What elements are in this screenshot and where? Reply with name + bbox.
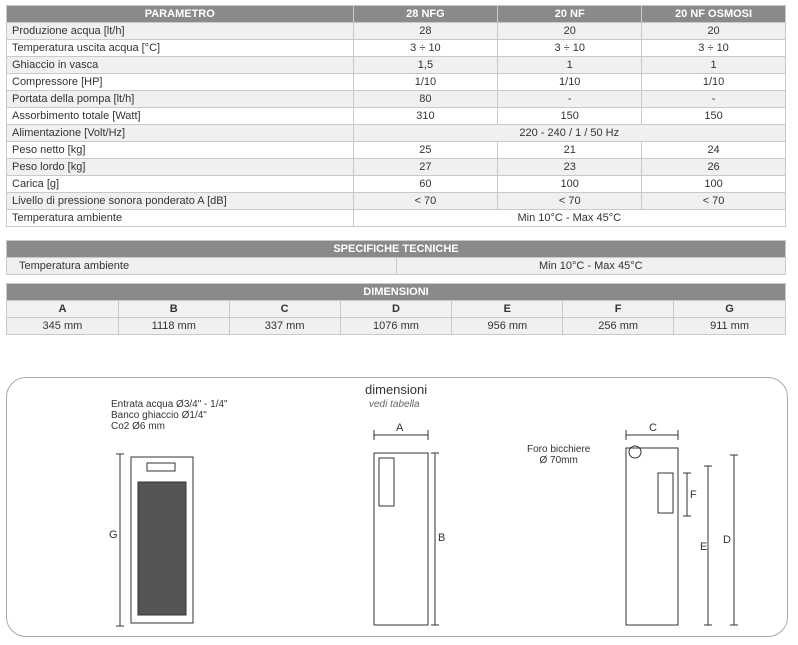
cup-hole-text: Foro bicchiere: [527, 444, 591, 455]
table-row: [7, 57, 786, 74]
cell-value: -: [498, 91, 642, 108]
cell-value: 20: [642, 23, 786, 40]
dim-value: 1076 mm: [340, 318, 452, 335]
row-label: Compressore [HP]: [7, 74, 354, 91]
tech-specs-table: [6, 240, 786, 275]
cell-value: < 70: [353, 193, 498, 210]
row-label: Peso lordo [kg]: [7, 159, 354, 176]
cell-value: 150: [498, 108, 642, 125]
dim-header: G: [674, 301, 786, 318]
dim-value: 1118 mm: [118, 318, 229, 335]
dim-header: D: [340, 301, 452, 318]
cell-value: 1: [642, 57, 786, 74]
cell-value: 100: [642, 176, 786, 193]
cell-value: 27: [353, 159, 498, 176]
dim-label-f: F: [690, 489, 697, 501]
table-row: [7, 74, 786, 91]
dimensions-drawing-panel: [6, 377, 788, 637]
header-20nf-osmosi: 20 NF OSMOSI: [642, 6, 786, 23]
rear-view-drawing: [116, 454, 193, 626]
table-row: [7, 40, 786, 57]
row-label: Peso netto [kg]: [7, 142, 354, 159]
dim-value: 256 mm: [563, 318, 674, 335]
cell-value: 3 ÷ 10: [642, 40, 786, 57]
table-row: [7, 23, 786, 40]
side-view-drawing: [374, 430, 439, 625]
dim-label-d: D: [723, 534, 731, 546]
cell-value-span: Min 10°C - Max 45°C: [353, 210, 785, 227]
dim-value: 911 mm: [674, 318, 786, 335]
cell-value: 20: [498, 23, 642, 40]
cup-hole-size: Ø 70mm: [539, 455, 578, 466]
table-row: [7, 318, 786, 335]
table-row: [7, 210, 786, 227]
cell-value: 1/10: [353, 74, 498, 91]
row-label: Alimentazione [Volt/Hz]: [7, 125, 354, 142]
table-row: [7, 193, 786, 210]
row-label: Carica [g]: [7, 176, 354, 193]
header-20nf: 20 NF: [498, 6, 642, 23]
dimensions-title: DIMENSIONI: [7, 284, 786, 301]
cell-value: 23: [498, 159, 642, 176]
table-row: [7, 176, 786, 193]
note-co2: Co2 Ø6 mm: [111, 421, 165, 432]
table-row: [7, 142, 786, 159]
table-row: [7, 108, 786, 125]
cell-value: 28: [353, 23, 498, 40]
cell-value: 24: [642, 142, 786, 159]
row-label: Portata della pompa [lt/h]: [7, 91, 354, 108]
row-label: Ghiaccio in vasca: [7, 57, 354, 74]
dim-header: C: [229, 301, 340, 318]
specs-header-row: [7, 6, 786, 23]
row-label: Temperatura ambiente: [7, 210, 354, 227]
table-row: [7, 159, 786, 176]
dim-header: F: [563, 301, 674, 318]
specs-table: [6, 5, 786, 227]
cell-value: < 70: [498, 193, 642, 210]
cell-value: -: [642, 91, 786, 108]
dim-value: 337 mm: [229, 318, 340, 335]
row-label: Assorbimento totale [Watt]: [7, 108, 354, 125]
note-water-inlet: Entrata acqua Ø3/4" - 1/4": [111, 399, 228, 410]
row-label: Temperatura uscita acqua [°C]: [7, 40, 354, 57]
dim-label-e: E: [700, 541, 708, 553]
cell-value: 3 ÷ 10: [498, 40, 642, 57]
row-label: Produzione acqua [lt/h]: [7, 23, 354, 40]
dim-label-c: C: [649, 422, 657, 434]
drawing-title: dimensioni: [365, 382, 428, 397]
cell-value: 100: [498, 176, 642, 193]
cell-value: 1/10: [642, 74, 786, 91]
note-ice-bank: Banco ghiaccio Ø1/4": [111, 410, 207, 421]
cell-value: 150: [642, 108, 786, 125]
dim-label-g: G: [109, 529, 118, 541]
front-view-drawing: [626, 430, 738, 625]
dim-value: 345 mm: [7, 318, 119, 335]
drawing-subtitle: vedi tabella: [369, 399, 420, 410]
cell-value: 1,5: [353, 57, 498, 74]
cell-value: 1: [498, 57, 642, 74]
table-row: [7, 125, 786, 142]
dim-header: E: [452, 301, 563, 318]
cell-value: 3 ÷ 10: [353, 40, 498, 57]
table-row: [7, 258, 786, 275]
dimensions-table: [6, 283, 786, 335]
cell-value: < 70: [642, 193, 786, 210]
technical-drawing: [7, 378, 787, 636]
tech-specs-title: SPECIFICHE TECNICHE: [7, 241, 786, 258]
header-parametro: PARAMETRO: [7, 6, 354, 23]
dim-label-a: A: [396, 422, 404, 434]
cell-value: 310: [353, 108, 498, 125]
cell-value-span: 220 - 240 / 1 / 50 Hz: [353, 125, 785, 142]
table-row: [7, 91, 786, 108]
cell-value: 21: [498, 142, 642, 159]
cell-value: 1/10: [498, 74, 642, 91]
cell-value: 26: [642, 159, 786, 176]
row-label: Temperatura ambiente: [7, 258, 397, 275]
dim-header: B: [118, 301, 229, 318]
dim-header: A: [7, 301, 119, 318]
row-label: Livello di pressione sonora ponderato A [dB]: [7, 193, 354, 210]
dim-label-b: B: [438, 532, 446, 544]
dim-value: 956 mm: [452, 318, 563, 335]
cell-value: 60: [353, 176, 498, 193]
cell-value: Min 10°C - Max 45°C: [396, 258, 785, 275]
cell-value: 25: [353, 142, 498, 159]
cell-value: 80: [353, 91, 498, 108]
header-28nfg: 28 NFG: [353, 6, 498, 23]
